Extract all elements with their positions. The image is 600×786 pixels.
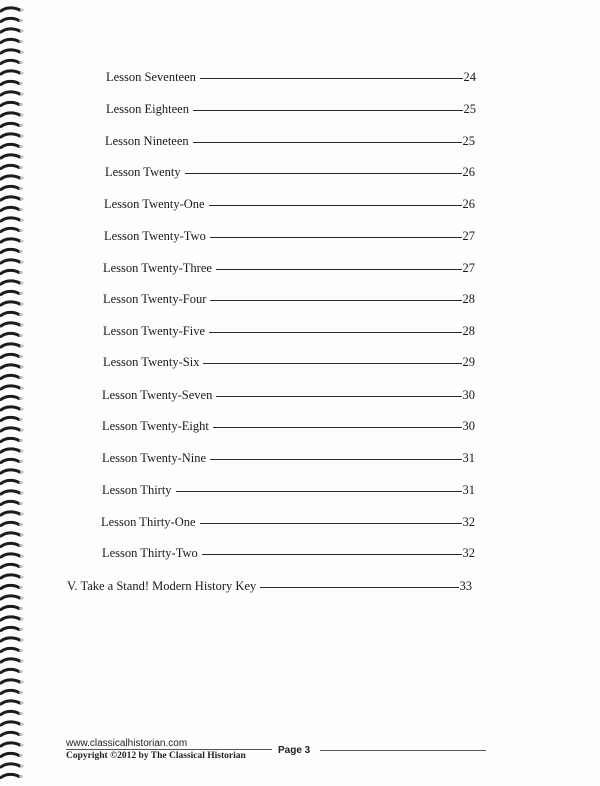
toc-entry-label: Lesson Twenty-Four	[103, 292, 207, 306]
toc-entry-page: 28	[462, 324, 475, 338]
footer-website: www.classicalhistorian.com	[66, 738, 188, 749]
toc-section-page: 33	[459, 579, 472, 593]
toc-entry-label: Lesson Twenty-Nine	[102, 451, 207, 465]
toc-entry-label: Lesson Twenty-Five	[103, 324, 206, 338]
toc-entry-label: Lesson Seventeen	[106, 70, 196, 84]
toc-entry	[103, 354, 475, 370]
footer-rule	[320, 750, 486, 751]
toc-entry-label: Lesson Twenty-Six	[103, 355, 200, 369]
toc-entry-label: Lesson Twenty-Eight	[102, 419, 209, 433]
toc-entry	[104, 196, 475, 212]
toc-entry-label: Lesson Twenty	[105, 165, 181, 179]
toc-entry-label: Lesson Thirty-One	[101, 515, 196, 529]
page-footer	[66, 738, 486, 768]
toc-entry-page: 31	[462, 451, 475, 465]
toc-leader-line	[209, 332, 461, 333]
toc-entry	[102, 450, 475, 466]
toc-entry-label: Lesson Twenty-One	[104, 197, 205, 211]
toc-entry	[105, 164, 475, 180]
toc-entry	[103, 291, 475, 307]
toc-leader-line	[213, 427, 462, 428]
toc-entry	[105, 133, 475, 149]
toc-leader-line	[193, 142, 462, 143]
toc-leader-line	[210, 300, 461, 301]
toc-entry	[106, 69, 476, 85]
toc-entry-page: 25	[463, 102, 476, 116]
toc-entry-page: 26	[462, 197, 475, 211]
toc-entry-page: 32	[462, 515, 475, 529]
toc-entry-page: 32	[462, 546, 475, 560]
toc-entry-page: 25	[462, 134, 475, 148]
toc-entry	[102, 387, 475, 403]
toc-entry-page: 27	[462, 229, 475, 243]
toc-leader-line	[200, 523, 462, 524]
footer-copyright: Copyright ©2012 by The Classical Historian	[66, 751, 246, 761]
toc-entry-label: Lesson Thirty	[102, 483, 172, 497]
toc-entry-label: Lesson Nineteen	[105, 134, 189, 148]
toc-leader-line	[185, 173, 462, 174]
toc-leader-line	[200, 78, 463, 79]
toc-leader-line	[216, 396, 461, 397]
toc-entry-label: Lesson Thirty-Two	[102, 546, 198, 560]
toc-entry-page: 26	[462, 165, 475, 179]
toc-entry-label: Lesson Twenty-Three	[103, 261, 212, 275]
toc-entry-label: Lesson Twenty-Two	[104, 229, 206, 243]
toc-entry	[102, 482, 475, 498]
toc-entry-page: 30	[462, 419, 475, 433]
toc-leader-line	[202, 554, 462, 555]
footer-rule	[66, 749, 272, 750]
toc-leader-line	[260, 587, 458, 588]
toc-entry-page: 24	[463, 70, 476, 84]
toc-leader-line	[203, 363, 461, 364]
toc-section-label: V. Take a Stand! Modern History Key	[67, 579, 257, 593]
toc-entry	[102, 545, 475, 561]
toc-entry-page: 31	[462, 483, 475, 497]
toc-leader-line	[216, 269, 462, 270]
toc-entry-page: 27	[462, 261, 475, 275]
toc-entry	[101, 514, 475, 530]
toc-leader-line	[209, 205, 462, 206]
toc-leader-line	[193, 110, 463, 111]
toc-section-entry	[67, 578, 472, 594]
toc-entry-label: Lesson Eighteen	[106, 102, 189, 116]
footer-page-number: Page 3	[278, 745, 311, 756]
toc-entry	[106, 101, 476, 117]
toc-leader-line	[176, 491, 462, 492]
toc-entry	[102, 418, 475, 434]
toc-entry-page: 28	[462, 292, 475, 306]
toc-entry-page: 29	[462, 355, 475, 369]
toc-entry-page: 30	[462, 388, 475, 402]
toc-leader-line	[210, 459, 461, 460]
toc-entry	[103, 323, 475, 339]
toc-entry	[103, 260, 475, 276]
toc-leader-line	[210, 237, 462, 238]
toc-entry-label: Lesson Twenty-Seven	[102, 388, 213, 402]
toc-entry	[104, 228, 475, 244]
